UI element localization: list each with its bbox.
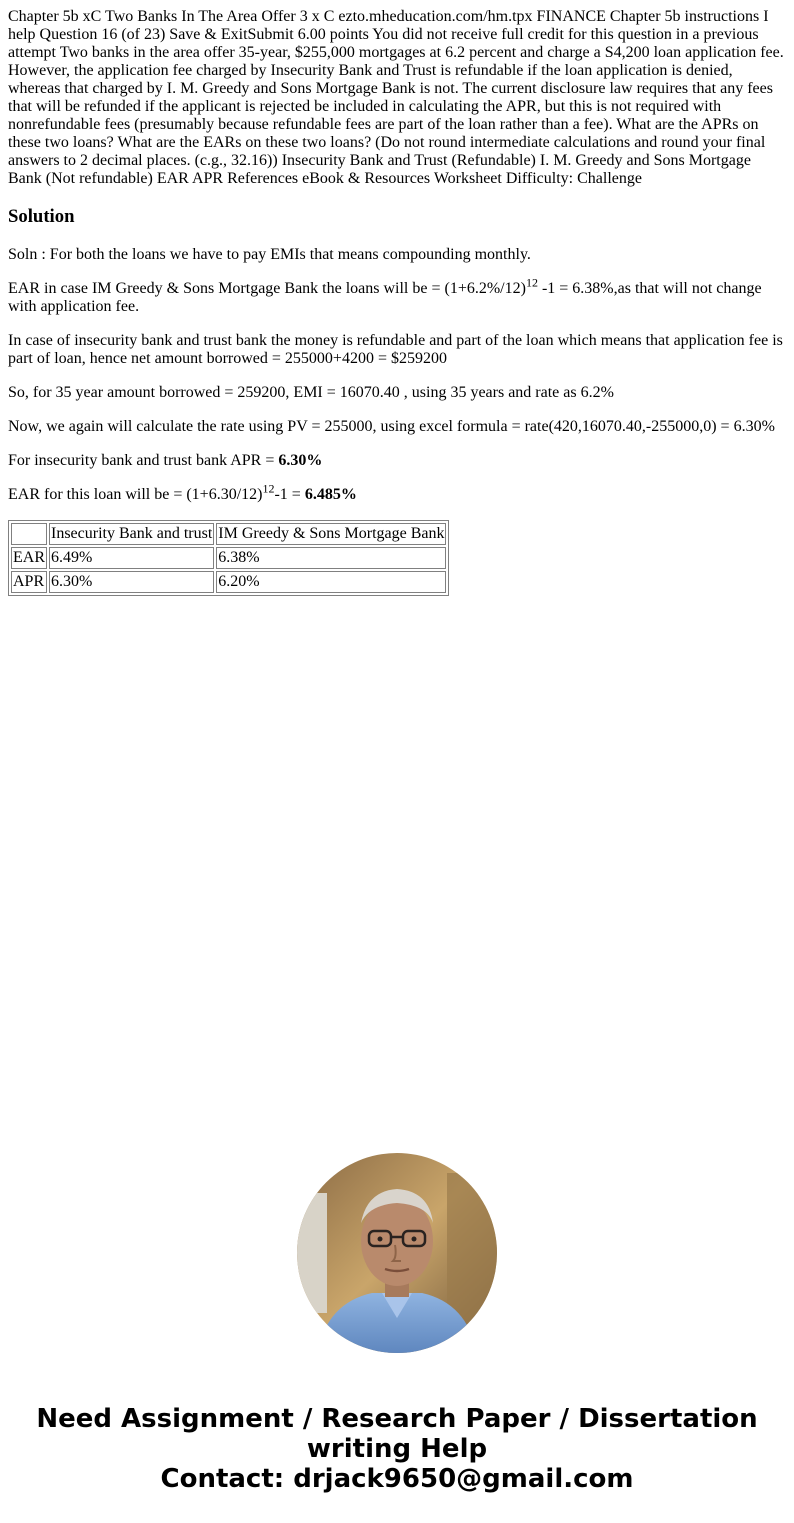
- table-header-row: [11, 523, 446, 545]
- ear-value: 6.485%: [304, 486, 357, 503]
- exponent: 12: [262, 481, 275, 496]
- solution-paragraph-7: [8, 481, 786, 504]
- ear-formula: EAR for this loan will be = (1+6.30/12): [8, 486, 263, 503]
- solution-paragraph-6: [8, 452, 786, 470]
- document-body: [8, 8, 786, 596]
- results-table: [8, 520, 449, 596]
- table-cell: APR: [11, 571, 47, 593]
- table-cell: 6.38%: [216, 547, 446, 569]
- table-header-cell: Insecurity Bank and trust: [49, 523, 214, 545]
- apr-label: For insecurity bank and trust bank APR =: [8, 452, 279, 469]
- table-cell: 6.20%: [216, 571, 446, 593]
- solution-paragraph-5: Now, we again will calculate the rate using PV = 255000, using excel formula = rate(420,16070.40,-255000,0) = 6.30%: [8, 418, 775, 435]
- solution-paragraph-1: Soln : For both the loans we have to pay EMIs that means compounding monthly.: [8, 246, 531, 263]
- table-cell: EAR: [11, 547, 47, 569]
- solution-paragraph-2: [8, 275, 786, 316]
- table-row: [11, 547, 446, 569]
- ear-formula-tail: -1 =: [274, 486, 305, 503]
- author-photo: [297, 1153, 497, 1353]
- apr-value: 6.30%: [278, 452, 323, 469]
- solution-heading: Solution: [8, 206, 75, 227]
- table-cell: 6.49%: [49, 547, 214, 569]
- table-header-cell: IM Greedy & Sons Mortgage Bank: [216, 523, 446, 545]
- banner-line-1: Need Assignment / Research Paper / Dissertation: [36, 1404, 758, 1434]
- portrait-image: [297, 1153, 497, 1353]
- solution-paragraph-3: In case of insecurity bank and trust bank the money is refundable and part of the loan which means that application fee is part of loan, hence net amount borrowed = 255000+4200 = $259200: [8, 332, 783, 367]
- ear-greedy-formula: EAR in case IM Greedy & Sons Mortgage Bank the loans will be = (1+6.2%/12): [8, 280, 526, 297]
- solution-paragraph-4: So, for 35 year amount borrowed = 259200, EMI = 16070.40 , using 35 years and rate as 6.2%: [8, 384, 614, 401]
- banner-line-2: writing Help: [306, 1434, 488, 1464]
- table-cell: 6.30%: [49, 571, 214, 593]
- question-text: Chapter 5b xC Two Banks In The Area Offer 3 x C ezto.mheducation.com/hm.tpx FINANCE Chapter 5b instructions I help Question 16 (of 23) Save & ExitSubmit 6.00 points You did not receive full credit for this question in a previous attempt Two banks in the area offer 35-year, $255,000 mortgages at 6.2 percent and charge a S4,200 loan application fee. However, the application fee charged by Insecurity Bank and Trust is refundable if the loan application is denied, whereas that charged by I. M. Greedy and Sons Mortgage Bank is not. The current disclosure law requires that any fees that will be refunded if the applicant is rejected be included in calculating the APR, but this is not required with nonrefundable fees (presumably because refundable fees are part of the loan rather than a fee). What are the APRs on these two loans? What are the EARs on these two loans? (Do not round intermediate calculations and round your final answers to 2 decimal places. (c.g., 32.16)) Insecurity Bank and Trust (Refundable) I. M. Greedy and Sons Mortgage Bank (Not refundable) EAR APR References eBook & Resources Worksheet Difficulty: Challenge: [8, 8, 784, 187]
- banner-contact-email: Contact: drjack9650@gmail.com: [160, 1464, 634, 1494]
- ear-greedy-result: -1 = 6.38%,as that will not change with application fee.: [8, 280, 762, 315]
- exponent: 12: [525, 275, 538, 290]
- table-row: [11, 571, 446, 593]
- contact-banner: [0, 1404, 794, 1494]
- table-header-cell: [11, 523, 47, 545]
